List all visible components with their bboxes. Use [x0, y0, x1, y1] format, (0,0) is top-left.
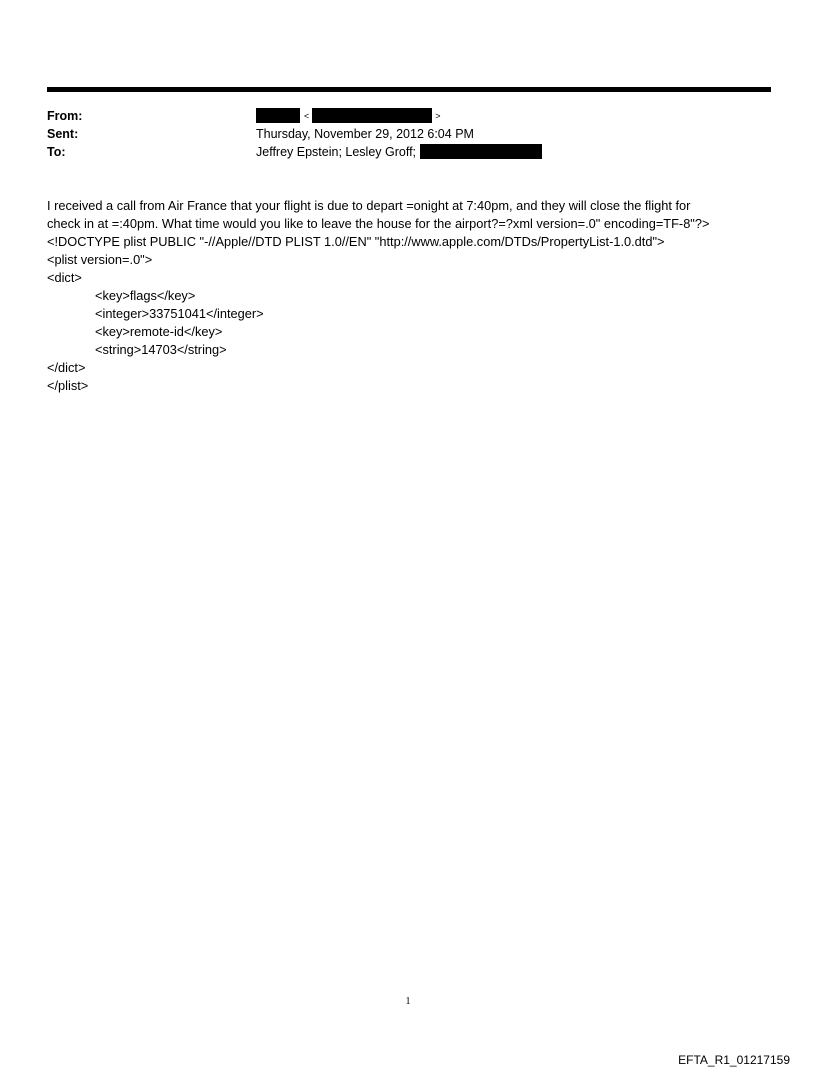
body-line: <string>14703</string>: [95, 342, 227, 357]
sent-value: Thursday, November 29, 2012 6:04 PM: [256, 127, 474, 141]
to-recipients: Jeffrey Epstein; Lesley Groff;: [256, 145, 417, 159]
from-close-bracket: >: [435, 111, 441, 121]
header-rule: [47, 87, 771, 92]
body-line: <integer>33751041</integer>: [95, 306, 264, 321]
page-number: 1: [405, 996, 411, 1007]
to-label: To:: [47, 145, 66, 159]
body-line: </dict>: [47, 360, 86, 375]
body-line: <!DOCTYPE plist PUBLIC "-//Apple//DTD PLIST 1.0//EN" "http://www.apple.com/DTDs/PropertyList-1.0.dtd">: [47, 234, 665, 249]
body-line: <key>remote-id</key>: [95, 324, 223, 339]
from-open-bracket: <: [304, 111, 310, 121]
document-id: EFTA_R1_01217159: [678, 1053, 790, 1067]
email-body: [47, 197, 767, 395]
body-line: <key>flags</key>: [95, 288, 196, 303]
body-line: check in at =:40pm. What time would you like to leave the house for the airport?=?xml version=.0" encoding=TF-8"?>: [47, 216, 710, 231]
sent-label: Sent:: [47, 127, 79, 141]
body-line: I received a call from Air France that your flight is due to depart =onight at 7:40pm, and they will close the flight for: [47, 198, 691, 213]
from-label: From:: [47, 109, 83, 123]
body-line: <plist version=.0">: [47, 252, 153, 267]
redaction-from-name: [256, 108, 300, 123]
redaction-to-recipient: [420, 144, 542, 159]
redaction-from-email: [312, 108, 432, 123]
body-line: </plist>: [47, 378, 89, 393]
body-line: <dict>: [47, 270, 82, 285]
from-value: [256, 108, 441, 124]
to-value: [256, 144, 542, 160]
